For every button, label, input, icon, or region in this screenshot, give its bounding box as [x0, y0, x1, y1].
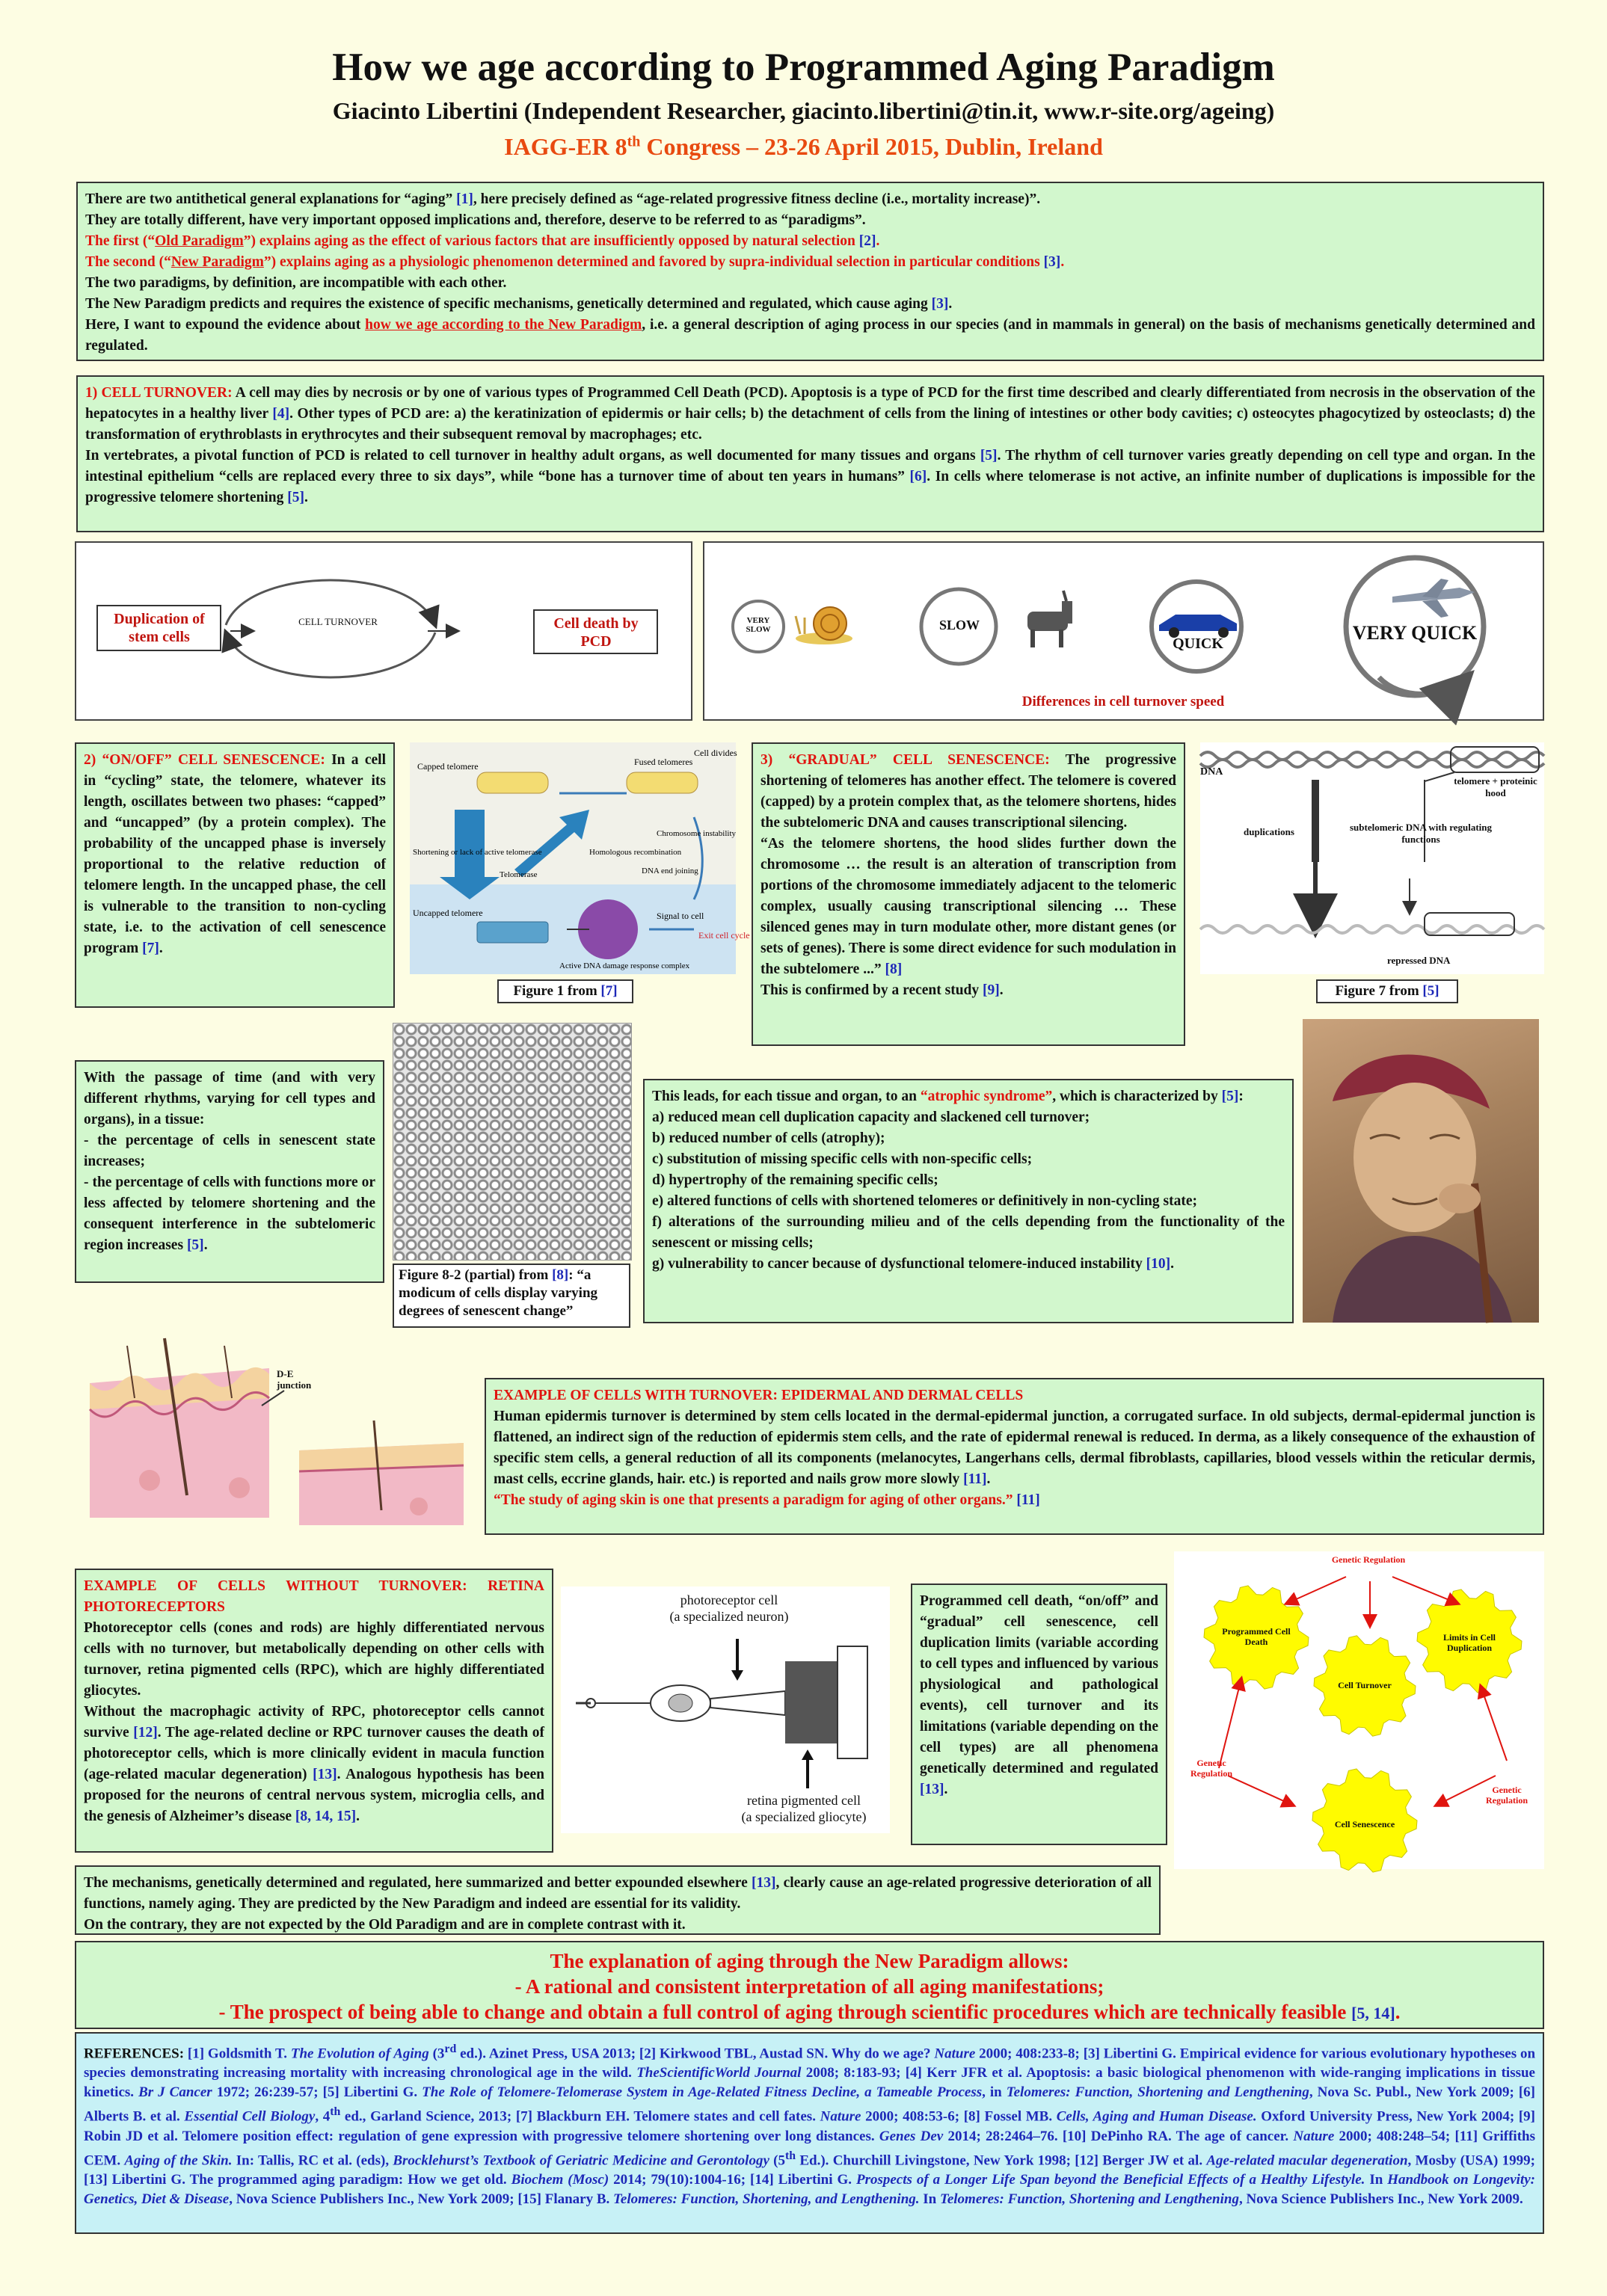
cell-death-label: Cell death by PCD: [553, 615, 639, 650]
slow-label: SLOW: [938, 618, 980, 633]
donkey-icon: [1027, 591, 1072, 647]
cell-turnover-box: 1) CELL TURNOVER: A cell may dies by necrosis or by one of various types of Programmed Cell Death (PCD). Apoptosis is a type of PCD for the first time described and clearly differentiated from necrosis in the observation of the hepatocytes in a healthy liver [4]. Other types of PCD are: a) the keratinization of epidermis or hair cells; b) the detachment of cells from the lining of intestines or other body cavities; c) osteocytes phagocytized by osteoclasts; d) the transformation of erythroblasts in erythrocytes and their subsequent removal by macrophages; etc. In vertebrates, a pivotal function of PCD is related to cell turnover in healthy adult organs, as well documented for many tissues and organs [5]. The rhythm of cell turnover varies greatly depending on cell type and organ. In the intestinal epithelium “cells are replaced every three to six days”, while “bone has a turnover time of about ten years in humans” [6]. In cells where telomerase is not active, an infinite number of duplications is impossible for the progressive telomere shortening [5].: [76, 375, 1544, 532]
programmed-phenomena-box: Programmed cell death, “on/off” and “gradual” cell senescence, cell duplication limits (variable according to cell types and influenced by various physiological and pathological events), cell turnover and its limitations (variable depending on the cell types) are all phenomena genetically determined and regulated [13].: [911, 1583, 1167, 1845]
fig1-dna-end: DNA end joining: [642, 867, 698, 875]
references-box: REFERENCES: [1] Goldsmith T. The Evolution of Aging (3rd ed.). Azinet Press, USA 2013; [2] Kirkwood TBL, Austad SN. Why do we age? Nature 2000; 408:233-8; [3] Libertini G. Empirical evidence for various evolutionary hypotheses on species demonstrating increasing mortality with increasing chronological age in the wild. TheScientificWorld Journal 2008; 8:183-93; [4] Kerr JFR et al. Apoptosis: a basic biological phenomenon with wide-ranging implications in tissue kinetics. Br J Cancer 1972; 26:239-57; [5] Libertini G. The Role of Telomere-Telomerase System in Age-Related Fitness Decline, a Tameable Process, in Telomeres: Function, Shortening and Lengthening, Nova Sc. Publ., New York 2009; [6] Alberts B. et al. Essential Cell Biology, 4th ed., Garland Science, 2013; [7] Blackburn EH. Telomere states and cell fates. Nature 2000; 408:53-6; [8] Fossel MB. Cells, Aging and Human Disease. Oxford University Press, New York 2004; [9] Robin JD et al. Telomere position effect: regulation of gene expression with progressive telomere shortening over long distances. Genes Dev 2014; 28:2464–76. [10] DePinho RA. The age of cancer. Nature 2000; 408:248–54; [11] Griffiths CEM. Aging of the Skin. In: Tallis, RC et al. (eds), Brocklehurst’s Textbook of Geriatric Medicine and Gerontology (5th Ed.). Churchill Livingstone, New York 1998; [12] Berger JW et al. Age-related macular degeneration, Mosby (USA) 1999; [13] Libertini G. The programmed aging paradigm: How we get old. Biochem (Mosc) 2014; 79(10):1004-16; [14] Libertini G. Prospects of a Longer Life Span beyond the Beneficial Effects of a Healthy Lifestyle. In Handbook on Longevity: Genetics, Diet & Disease, Nova Science Publishers Inc., New York 2009; [15] Flanary B. Telomeres: Function, Shortening, and Lengthening. In Telomeres: Function, Shortening and Lengthening, Nova Science Publishers Inc., New York 2009.: [75, 2032, 1544, 2234]
figure-7-caption: Figure 7 from [5]: [1316, 979, 1458, 1003]
gear-pcd-label: Programmed Cell Death: [1222, 1626, 1291, 1647]
fig1-uncapped: Uncapped telomere: [413, 908, 483, 918]
fig7-repressed-label: repressed DNA: [1387, 955, 1451, 966]
fig1-fused: Fused telomeres: [634, 757, 693, 767]
stem-cell-duplication-label: Duplication of stem cells: [114, 611, 205, 645]
speed-caption: Differences in cell turnover speed: [1021, 694, 1225, 710]
figure-1-telomere-states: [410, 742, 750, 974]
very-quick-label: VERY QUICK: [1352, 622, 1478, 644]
author-line: Giacinto Libertini (Independent Researcher, giacinto.libertini@tin.it, www.r-site.org/ageing): [332, 97, 1275, 124]
epidermal-dermal-box: EXAMPLE OF CELLS WITH TURNOVER: EPIDERMAL AND DERMAL CELLS Human epidermis turnover is determined by stem cells located in the dermal-epidermal junction, a corrugated surface. In old subjects, dermal-epidermal junction is flattened, an indirect sign of the reduction of epidermis stem cells, and the rate of epidermal renewal is reduced. In derma, as a likely consequence of the exhaustion of specific stem cells, a general reduction of all its components (melanocytes, Langerhans cells, dermal fibroblasts, capillaries, blood vessels within the reticular dermis, mast cells, eccrine glands, hair. etc.) is reported and nails grow more slowly [11]. “The study of aging skin is one that presents a paradigm for aging of other organs.” [11]: [485, 1378, 1544, 1535]
poster-title: How we age according to Programmed Aging Paradigm: [332, 46, 1275, 89]
figure-7-telomere-hood: [1200, 742, 1544, 974]
conclusion-box: The explanation of aging through the New Paradigm allows: - A rational and consistent interpretation of all aging manifestations; - The prospect of being able to change and obtain a full control of aging through scientific procedures which are technically feasible [5, 14].: [75, 1941, 1544, 2029]
figure-1-caption: Figure 1 from [7]: [497, 979, 633, 1003]
quick-label: QUICK: [1173, 635, 1223, 652]
gradual-senescence-box: 3) “GRADUAL” CELL SENESCENCE: The progressive shortening of telomeres has another effect. The telomere is covered (capped) by a protein complex that, as the telomere shortens, hides the subtelomeric DNA and causes transcriptional silencing. “As the telomere shortens, the hood slides further down the chromosome … the result is an alteration of transcription from portions of the chromosome immediately adjacent to the telomeric complex, usually causing transcriptional silencing … These silenced genes may in turn modulate other, more distant genes (or sets of genes). There is some direct evidence for such modulation in the subtelomere ...” [8] This is confirmed by a recent study [9].: [752, 742, 1185, 1046]
gear-senescence-label: Cell Senescence: [1334, 1819, 1395, 1829]
fig7-hood-label: telomere + proteinic hood: [1454, 775, 1537, 798]
snail-icon: [796, 607, 852, 644]
gear-regulation-top: Genetic Regulation: [1331, 1554, 1406, 1565]
gear-regulation-right: Genetic Regulation: [1485, 1785, 1528, 1806]
atrophic-syndrome-box: This leads, for each tissue and organ, to an “atrophic syndrome”, which is characterized by [5]: a) reduced mean cell duplication capacity and slackened cell turnover; b) reduced number of cells (atrophy); c) substitution of missing specific cells with non-specific cells; d) hypertrophy of the remaining specific cells; e) altered functions of cells with shortened telomeres or definitively in non-cycling state; f) alterations of the surrounding milieu and of the cells depending from the functionality of the senescent or missing cells; g) vulnerability to cancer because of dysfunctional telomere-induced instability [10].: [643, 1079, 1294, 1323]
fig1-divides: Cell divides: [694, 748, 737, 758]
gears-regulation-diagram: [1174, 1551, 1544, 1869]
fig7-subtelomeric-label: subtelomeric DNA with regulating functions: [1349, 822, 1493, 845]
photoreceptor-figure: [561, 1586, 890, 1833]
fig1-active: Active DNA damage response complex: [559, 961, 690, 970]
fig7-dna-label: DNA: [1200, 766, 1223, 778]
skin-aging-figure: [75, 1338, 479, 1533]
retina-photoreceptors-box: EXAMPLE OF CELLS WITHOUT TURNOVER: RETINA PHOTORECEPTORS Photoreceptor cells (cones and rods) are highly differentiated nervous cells with no turnover, but metabolically depending on other cells with turnover, retina pigmented cells (RPC), which are highly differentiated gliocytes. Without the macrophagic activity of RPC, photoreceptor cells cannot survive [12]. The age-related decline or RPC turnover causes the death of photoreceptor cells, which is more clinically evident in macula function (age-related macular degeneration) [13]. Analogous hypothesis has been proposed for the neurons of central nervous system, microglia cells, and the genesis of Alzheimer’s disease [8, 14, 15].: [75, 1569, 553, 1853]
de-junction-label: D-E junction: [277, 1368, 312, 1391]
fig1-shortening: Shortening or lack of active telomerase: [413, 848, 542, 857]
photoreceptor-label: photoreceptor cell: [680, 1592, 778, 1607]
elderly-woman-photo: [1303, 1019, 1539, 1323]
figure-8-2-senescent-cells: [393, 1023, 632, 1261]
photoreceptor-sublabel: (a specialized neuron): [669, 1609, 789, 1624]
rpc-label: retina pigmented cell: [747, 1793, 861, 1808]
fig1-exit: Exit cell cycle: [698, 930, 750, 941]
fig1-signal: Signal to cell: [657, 911, 704, 921]
fig7-duplications-label: duplications: [1244, 826, 1294, 837]
fig1-telomerase: Telomerase: [500, 870, 538, 879]
passage-of-time-box: With the passage of time (and with very different rhythms, varying for cell types and organs), in a tissue: - the percentage of cells in senescent state increases; - the percentage of cells with functions more or less affected by telomere shortening and the consequent interference in the subtelomeric region increases [5].: [75, 1060, 384, 1283]
gear-turnover-label: Cell Turnover: [1338, 1680, 1392, 1690]
very-slow-label: VERY SLOW: [746, 616, 771, 634]
sports-car-icon: [1159, 615, 1237, 638]
onoff-senescence-box: 2) “ON/OFF” CELL SENESCENCE: In a cell in “cycling” state, the telomere, whatever its length, oscillates between two phases: “capped” and “uncapped” (by a protein complex). The probability of the uncapped phase is inversely proportional to the relative reduction of telomere length. In the uncapped phase, the cell is vulnerable to the transition to non-cycling state, i.e. to the activation of cell senescence program [7].: [75, 742, 395, 1008]
fig1-chromosome: Chromosome instability: [657, 829, 737, 838]
rpc-sublabel: (a specialized gliocyte): [741, 1809, 867, 1824]
cell-turnover-label: CELL TURNOVER: [298, 616, 378, 627]
fig1-capped: Capped telomere: [417, 761, 479, 772]
gear-limits-label: Limits in Cell Duplication: [1442, 1632, 1496, 1653]
fig1-homologous: Homologous recombination: [589, 848, 682, 857]
jet-icon: [1392, 579, 1475, 618]
congress-line: IAGG-ER 8th Congress – 23-26 April 2015, Dublin, Ireland: [504, 133, 1103, 160]
turnover-cycle-diagram: [75, 541, 692, 721]
turnover-speed-diagram: [703, 541, 1544, 721]
intro-box: There are two antithetical general explanations for “aging” [1], here precisely defined as “age-related progressive fitness decline (i.e., mortality increase)”. They are totally different, have very important opposed implications and, therefore, deserve to be referred to as “paradigms”. The first (“Old Paradigm”) explains aging as the effect of various factors that are insufficiently opposed by natural selection [2]. The second (“New Paradigm”) explains aging as a physiologic phenomenon determined and favored by supra-individual selection in particular conditions [3]. The two paradigms, by definition, are incompatible with each other. The New Paradigm predicts and requires the existence of specific mechanisms, genetically determined and regulated, which cause aging [3]. Here, I want to expound the evidence about how we age according to the New Paradigm, i.e. a general description of aging process in our species (and in mammals in general) on the basis of mechanisms genetically determined and regulated.: [76, 182, 1544, 361]
gear-regulation-left: Genetic Regulation: [1190, 1758, 1232, 1779]
figure-8-2-caption: Figure 8-2 (partial) from [8]: “a modicum of cells display varying degrees of senescent change”: [393, 1264, 630, 1328]
mechanisms-box: The mechanisms, genetically determined and regulated, here summarized and better expounded elsewhere [13], clearly cause an age-related progressive deterioration of all functions, namely aging. They are predicted by the New Paradigm and indeed are essential for its validity. On the contrary, they are not expected by the Old Paradigm and are in complete contrast with it.: [75, 1865, 1161, 1935]
